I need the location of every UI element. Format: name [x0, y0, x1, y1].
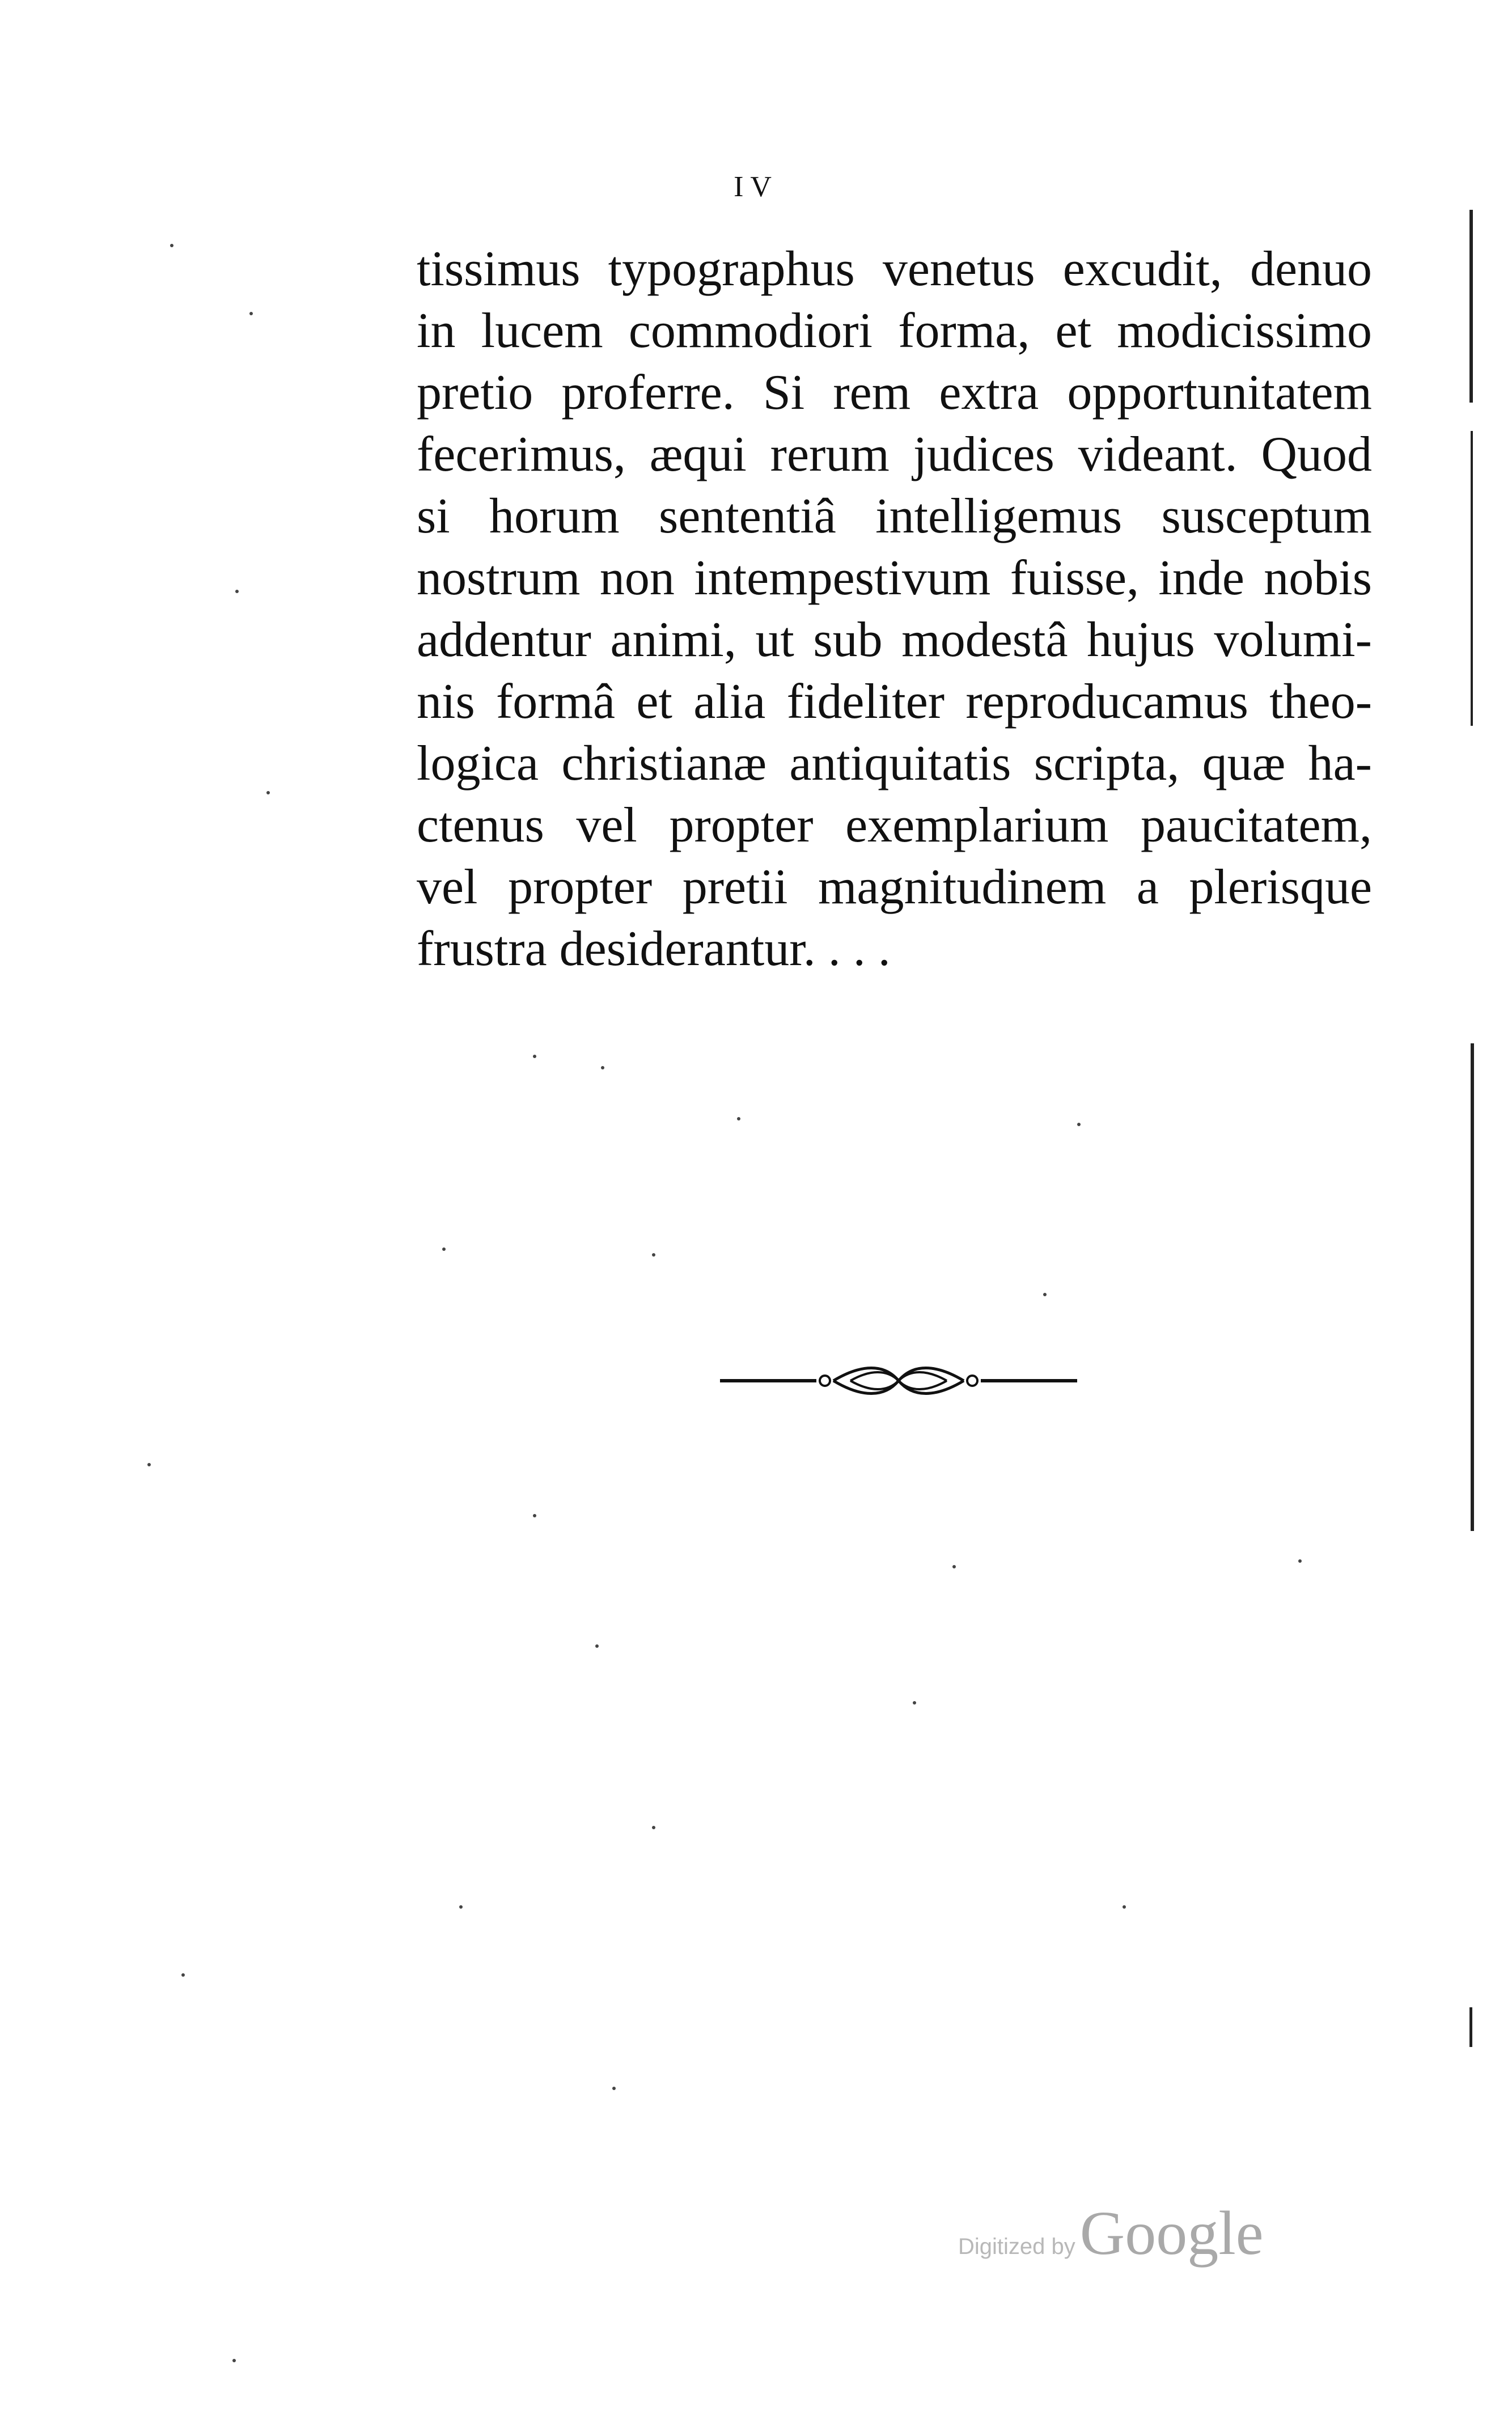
- scan-speck: [266, 791, 270, 794]
- scan-speck: [737, 1117, 740, 1120]
- scan-edge-mark: [1469, 2007, 1472, 2047]
- scan-speck: [652, 1826, 655, 1829]
- scan-speck: [249, 312, 253, 315]
- scan-speck: [181, 1973, 185, 1977]
- scan-speck: [442, 1247, 446, 1251]
- watermark-prefix: Digitized by: [958, 2234, 1075, 2259]
- scan-speck: [913, 1701, 916, 1705]
- scan-edge-mark: [1469, 210, 1473, 403]
- text-line: nostrum non intempestivum fuisse, inde nobis: [417, 551, 1372, 606]
- digitized-watermark: [958, 2197, 1264, 2269]
- text-line: ctenus vel propter exemplarium paucitatem,: [417, 798, 1372, 853]
- text-line: tissimus typographus venetus excudit, denuo: [417, 242, 1372, 297]
- body-text: [417, 238, 1372, 980]
- google-logo: Google: [1079, 2198, 1264, 2268]
- scan-speck: [1123, 1905, 1126, 1909]
- text-line: frustra desiderantur. . . .: [417, 921, 891, 976]
- scan-speck: [1043, 1293, 1047, 1296]
- text-line: in lucem commodiori forma, et modicissimo: [417, 303, 1372, 358]
- scan-speck: [232, 2359, 236, 2362]
- scan-speck: [170, 244, 173, 247]
- scan-speck: [1298, 1559, 1302, 1563]
- ornament-divider-icon: [720, 1361, 1077, 1401]
- scan-speck: [652, 1253, 655, 1257]
- text-line: fecerimus, æqui rerum judices videant. Quod: [417, 427, 1372, 482]
- text-line: logica christianæ antiquitatis scripta, quæ ha-: [417, 736, 1372, 791]
- text-line: nis formâ et alia fideliter reproducamus theo-: [417, 674, 1372, 729]
- text-line: addentur animi, ut sub modestâ hujus volumi-: [417, 612, 1372, 667]
- scan-speck: [1077, 1123, 1081, 1126]
- scan-speck: [533, 1055, 536, 1058]
- scan-speck: [147, 1463, 151, 1466]
- page-number: IV: [734, 171, 778, 203]
- text-line: vel propter pretii magnitudinem a plerisque: [417, 860, 1372, 915]
- text-line: pretio proferre. Si rem extra opportunitatem: [417, 365, 1372, 420]
- scan-speck: [235, 590, 239, 593]
- scan-speck: [459, 1905, 463, 1909]
- scan-speck: [595, 1644, 599, 1648]
- text-line: si horum sententiâ intelligemus susceptum: [417, 489, 1372, 544]
- scan-speck: [612, 2087, 616, 2090]
- scan-speck: [952, 1565, 956, 1568]
- scan-edge-mark: [1471, 1043, 1474, 1531]
- scan-speck: [533, 1514, 536, 1517]
- scan-speck: [601, 1066, 604, 1069]
- scan-edge-mark: [1471, 431, 1473, 726]
